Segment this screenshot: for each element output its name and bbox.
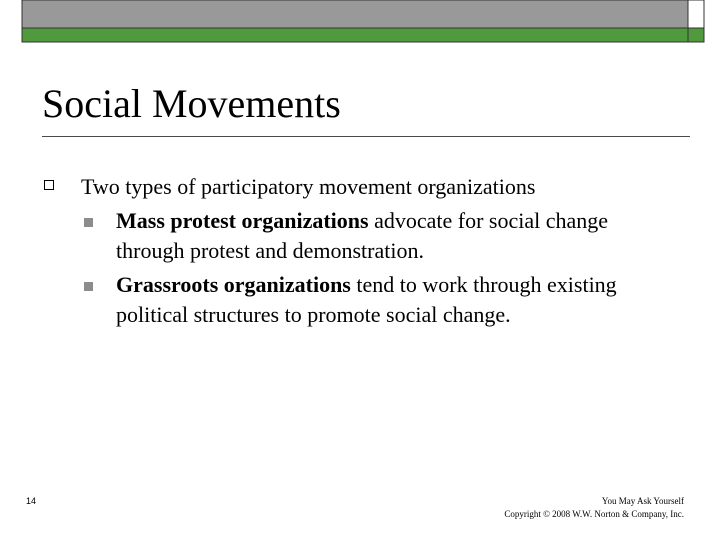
band-gray-row [22,0,688,28]
sub-point-mass-protest [116,206,676,266]
title-divider [42,136,690,137]
footer-book-title: You May Ask Yourself [601,496,684,506]
sub-point-text: tend to work through existing political structures to promote social change. [116,272,617,327]
main-point: Two types of participatory movement organizations [81,174,536,199]
slide-title: Social Movements [42,81,341,126]
footer-copyright-line: Copyright © 2008 W.W. Norton & Company, Inc. [504,509,684,519]
hollow-square-bullet-icon [44,180,54,190]
sub-point-term: Mass protest organizations [116,208,369,233]
sub-point-grassroots [116,270,676,330]
top-decorative-band [0,0,720,48]
band-green-row [22,28,688,42]
sub-point-term: Grassroots organizations [116,272,351,297]
sub-point-text: advocate for social change through protest and demonstration. [116,208,609,263]
filled-square-bullet-icon [84,282,93,291]
band-green-corner [688,28,704,42]
footer-copyright [504,495,684,521]
filled-square-bullet-icon [84,218,93,227]
band-corner-cell [688,0,704,28]
slide-number: 14 [26,496,37,506]
